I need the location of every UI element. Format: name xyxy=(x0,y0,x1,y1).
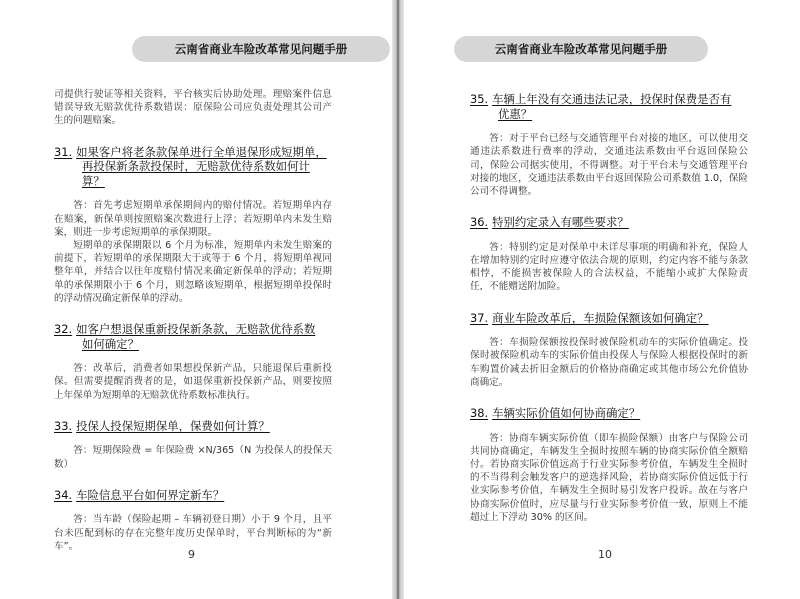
question-title-line1: 车辆实际价值如何协商确定？ xyxy=(492,406,641,421)
question-34-heading xyxy=(54,488,332,503)
question-number: 32. xyxy=(54,322,73,337)
question-title-line1: 特别约定录入有哪些要求？ xyxy=(492,215,629,230)
right-page xyxy=(404,0,800,599)
answer-paragraph: 答：车损险保额按投保时被保险机动车的实际价值确定。投保时被保险机动车的实际价值由投保人与保险人根据投保时的新车购置价减去折旧金额后的价格协商确定或其他市场公允价值协商确定。 xyxy=(470,337,748,388)
left-page xyxy=(0,0,392,599)
question-33-heading xyxy=(54,419,332,434)
question-number: 37. xyxy=(470,310,489,325)
question-title-line1: 车辆上年没有交通违法记录，投保时保费是否有 xyxy=(492,92,732,106)
page-number: 10 xyxy=(598,548,612,561)
question-title-line1: 投保人投保短期保单，保费如何计算？ xyxy=(76,418,270,433)
intro-paragraph: 司提供行驶证等相关资料，平台核实后协助处理。理赔案件信息错误导致无赔款优待系数错误：原保险公司应负责处理其公司产生的问题赔案。 xyxy=(54,89,332,127)
answer-paragraph: 短期单的承保期限以 6 个月为标准，短期单内未发生赔案的前提下，若短期单的承保期限大于或等于 6 个月，将短期单视同整年单，并结合以往年度赔付情况来确定新保单的浮动；若短期单的承保期限小于 6 个月，则忽略该短期单，根据短期单投保时的浮动情况确定新保单的浮动。 xyxy=(54,240,332,304)
answer-paragraph: 答：对于平台已经与交通管理平台对接的地区，可以使用交通违法系数进行费率的浮动，交通违法系数由平台返回保险公司，保险公司据实使用，不得调整。对于平台未与交通管理平台对接的地区，交通违法系数由平台返回保险公司系数值 1.0，保险公司不得调整。 xyxy=(470,133,748,197)
question-number: 31. xyxy=(54,144,73,159)
page-header: 云南省商业车险改革常见问题手册 xyxy=(132,36,390,62)
book-spine xyxy=(392,0,404,599)
question-38-heading xyxy=(470,406,748,421)
answer-paragraph: 答：首先考虑短期单承保期间内的赔付情况。若短期单内存在赔案，新保单则按照赔案次数进行上浮；若短期单内未发生赔案，则进一步考虑短期单的承保期限。 xyxy=(54,200,332,238)
question-number: 34. xyxy=(54,487,73,502)
answer-paragraph: 答：当车龄（保险起期 – 车辆初登日期）小于 9 个月，且平台未匹配到标的存在完整年度历史保单时，平台判断标的为“新车”。 xyxy=(54,514,332,552)
page-header: 云南省商业车险改革常见问题手册 xyxy=(454,36,708,62)
question-36-heading xyxy=(470,215,748,230)
answer-paragraph: 答：协商车辆实际价值（即车损险保额）由客户与保险公司共同协商确定，车辆发生全损时按照车辆的协商实际价值全额赔付。若协商实际价值远高于行业实际参考价值，车辆发生全损时的不当得利会触发客户的逆选择风险，若协商实际价值远低于行业实际参考价值，车辆发生全损时易引发客户投诉。故在与客户协商实际价值时，应尽量与行业实际参考价值一致，原则上不能超过上下浮动 30% 的区间。 xyxy=(470,432,748,523)
question-title-line1: 如客户想退保重新投保新条款，无赔款优待系数 xyxy=(76,322,316,337)
question-number: 33. xyxy=(54,418,73,433)
question-35-heading xyxy=(470,92,748,121)
question-37-heading xyxy=(470,311,748,326)
question-title-line1: 商业车险改革后，车损险保额该如何确定？ xyxy=(492,310,709,325)
question-31-heading xyxy=(54,145,332,189)
question-title-line2: 优惠？ xyxy=(498,106,533,121)
page-content xyxy=(54,88,332,553)
question-number: 36. xyxy=(470,215,489,230)
question-32-heading xyxy=(54,322,332,351)
question-title-line2: 再投保新条款投保时，无赔款优待系数如何计算？ xyxy=(82,159,310,188)
question-title-line1: 如果客户将老条款保单进行全单退保形成短期单， xyxy=(76,144,327,159)
question-number: 38. xyxy=(470,406,489,421)
page-content xyxy=(470,88,748,524)
page-number: 9 xyxy=(188,548,195,561)
question-title-line2: 如何确定？ xyxy=(82,336,139,351)
answer-paragraph: 答：特别约定是对保单中未详尽事项的明确和补充，保险人在增加特别约定时应遵守依法合规的原则，约定内容不能与条款相悖，不能损害被保险人的合法权益，不能缩小或扩大保险责任，不能赠送附加险。 xyxy=(470,241,748,293)
question-title-line1: 车险信息平台如何界定新车？ xyxy=(76,487,225,502)
question-number: 35. xyxy=(470,92,489,106)
answer-paragraph: 答：短期保险费 = 年保险费 ×N/365（N 为投保人的投保天数） xyxy=(54,445,332,470)
answer-paragraph: 答：改革后，消费者如果想投保新产品，只能退保后重新投保。但需要提醒消费者的是，如退保重新投保新产品，则要按照上年保单为短期单的无赔款优待系数标准执行。 xyxy=(54,363,332,401)
